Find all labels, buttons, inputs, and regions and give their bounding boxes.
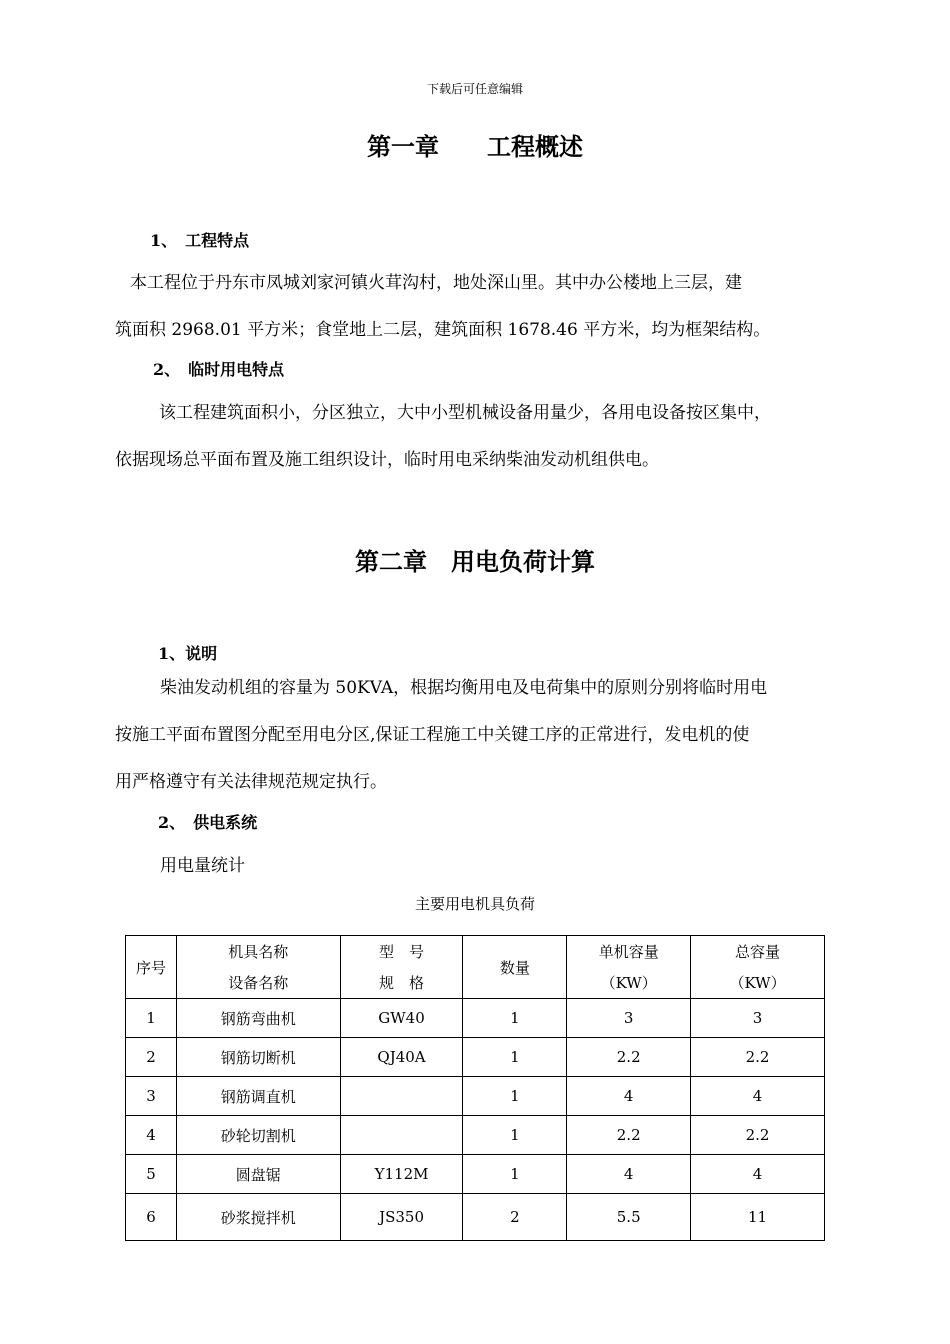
table-caption: 主要用电机具负荷 — [414, 895, 535, 913]
header-model-line-2: 规 格 — [379, 974, 425, 992]
cell-seq: 1 — [126, 999, 177, 1038]
header-total-line-2: （KW） — [729, 974, 786, 992]
header-total-capacity — [691, 936, 825, 999]
table-row — [126, 999, 825, 1038]
chapter-2-title: 第二章 用电负荷计算 — [355, 547, 595, 576]
cell-total: 4 — [691, 1077, 825, 1116]
header-qty: 数量 — [463, 936, 567, 999]
cell-total: 3 — [691, 999, 825, 1038]
section-1-2-line-1: 该工程建筑面积小，分区独立，大中小型机械设备用量少，各用电设备按区集中， — [159, 403, 771, 423]
section-2-2-subheading: 用电量统计 — [160, 856, 245, 876]
cell-model — [340, 1116, 463, 1155]
cell-name: 砂浆搅拌机 — [176, 1194, 340, 1241]
chapter-1-title: 第一章 工程概述 — [367, 132, 583, 161]
header-unit-capacity — [567, 936, 691, 999]
header-name-line-2: 设备名称 — [228, 974, 289, 992]
cell-seq: 3 — [126, 1077, 177, 1116]
cell-model: Y112M — [340, 1155, 463, 1194]
header-model-line-1: 型 号 — [379, 943, 425, 961]
cell-qty: 1 — [463, 1116, 567, 1155]
table-row — [126, 1155, 825, 1194]
cell-total: 2.2 — [691, 1116, 825, 1155]
section-2-2-heading: 2、 供电系统 — [158, 813, 258, 832]
cell-name: 钢筋切断机 — [176, 1038, 340, 1077]
cell-name: 砂轮切割机 — [176, 1116, 340, 1155]
cell-total: 2.2 — [691, 1038, 825, 1077]
cell-name: 钢筋调直机 — [176, 1077, 340, 1116]
cell-model: GW40 — [340, 999, 463, 1038]
cell-seq: 4 — [126, 1116, 177, 1155]
header-unit-line-1: 单机容量 — [598, 943, 659, 961]
section-2-1-line-3: 用严格遵守有关法律规范规定执行。 — [115, 772, 387, 792]
table-header-row — [126, 936, 825, 999]
cell-qty: 1 — [463, 1038, 567, 1077]
table-row — [126, 1194, 825, 1241]
cell-seq: 6 — [126, 1194, 177, 1241]
table-row — [126, 1038, 825, 1077]
cell-total: 4 — [691, 1155, 825, 1194]
cell-model — [340, 1077, 463, 1116]
header-name-line-1: 机具名称 — [228, 943, 289, 961]
section-1-1-heading: 1、 工程特点 — [150, 231, 250, 250]
cell-unit: 3 — [567, 999, 691, 1038]
cell-model: QJ40A — [340, 1038, 463, 1077]
header-name — [176, 936, 340, 999]
cell-unit: 2.2 — [567, 1116, 691, 1155]
section-1-1-line-2: 筑面积 2968.01 平方米；食堂地上二层，建筑面积 1678.46 平方米，均为框架结构。 — [115, 320, 771, 340]
table-row — [126, 1077, 825, 1116]
section-1-2-heading: 2、 临时用电特点 — [153, 360, 285, 379]
header-model — [340, 936, 463, 999]
section-2-1-line-1: 柴油发动机组的容量为 50KVA，根据均衡用电及电荷集中的原则分别将临时用电 — [160, 678, 768, 698]
cell-name: 钢筋弯曲机 — [176, 999, 340, 1038]
cell-qty: 1 — [463, 999, 567, 1038]
header-unit-line-2: （KW） — [600, 974, 657, 992]
page-header: 下载后可任意编辑 — [426, 82, 523, 96]
cell-seq: 2 — [126, 1038, 177, 1077]
header-seq: 序号 — [126, 936, 177, 999]
cell-qty: 2 — [463, 1194, 567, 1241]
header-total-line-1: 总容量 — [735, 943, 781, 961]
section-1-2-line-2: 依据现场总平面布置及施工组织设计，临时用电采纳柴油发动机组供电。 — [115, 450, 659, 470]
equipment-load-table — [125, 935, 825, 1241]
section-2-1-heading: 1、说明 — [158, 644, 218, 663]
cell-unit: 5.5 — [567, 1194, 691, 1241]
cell-qty: 1 — [463, 1077, 567, 1116]
cell-total: 11 — [691, 1194, 825, 1241]
section-1-1-line-1: 本工程位于丹东市凤城刘家河镇火茸沟村，地处深山里。其中办公楼地上三层，建 — [130, 273, 742, 293]
cell-model: JS350 — [340, 1194, 463, 1241]
cell-unit: 4 — [567, 1077, 691, 1116]
cell-name: 圆盘锯 — [176, 1155, 340, 1194]
section-2-1-line-2: 按施工平面布置图分配至用电分区,保证工程施工中关键工序的正常进行，发电机的使 — [115, 725, 750, 745]
table-row — [126, 1116, 825, 1155]
cell-qty: 1 — [463, 1155, 567, 1194]
cell-seq: 5 — [126, 1155, 177, 1194]
cell-unit: 4 — [567, 1155, 691, 1194]
cell-unit: 2.2 — [567, 1038, 691, 1077]
